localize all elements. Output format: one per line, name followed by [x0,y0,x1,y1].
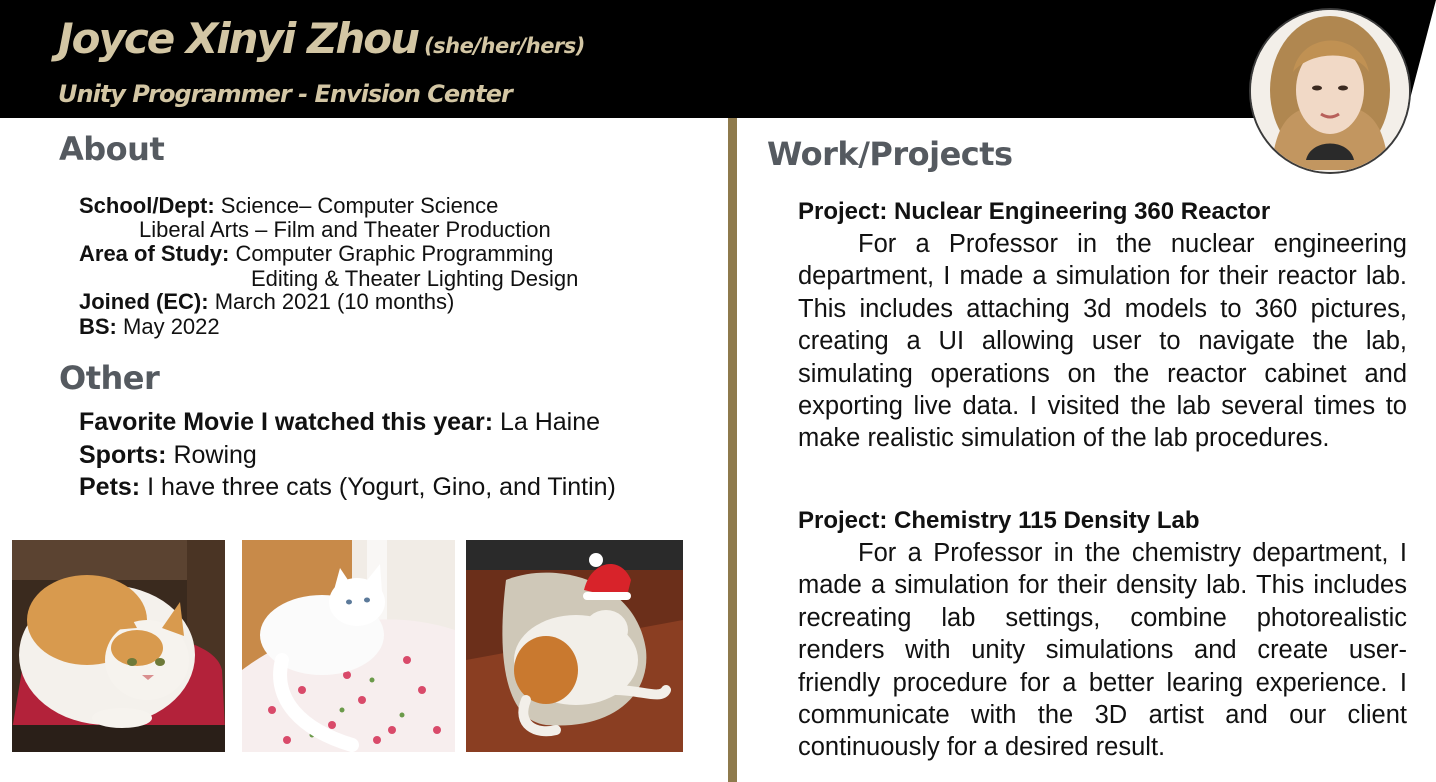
movie-label: Favorite Movie I watched this year: [79,408,494,436]
movie-row [79,406,600,438]
school-value-1: Science– Computer Science [220,193,499,218]
sports-value: Rowing [173,441,257,469]
bs-row [79,315,220,339]
job-role: Unity Programmer - Envision Center [58,80,512,108]
orange-white-cat-photo [12,540,225,752]
project-title-nuclear: Project: Nuclear Engineering 360 Reactor [798,198,1271,225]
movie-value: La Haine [499,408,601,436]
project-title-chemistry: Project: Chemistry 115 Density Lab [798,507,1200,534]
other-heading: Other [59,359,160,397]
work-heading: Work/Projects [767,135,1013,173]
column-divider [728,118,737,782]
sports-label: Sports: [79,441,167,469]
about-heading: About [59,130,165,168]
school-label: School/Dept: [79,193,215,218]
pets-row [79,471,616,503]
pets-value: I have three cats (Yogurt, Gino, and Tintin) [147,473,616,501]
school-value-2: Liberal Arts – Film and Theater Production [139,217,551,242]
cat-santa-hat-photo [466,540,683,752]
white-cat-photo [242,540,455,752]
person-name: Joyce Xinyi Zhou [58,14,419,63]
title-line [58,14,585,63]
header-band [0,0,1436,118]
project-description-chemistry: For a Professor in the chemistry department, I made a simulation for their density lab. This includes recreating lab settings, combine photorealistic renders with unity simulations and create user-friendly procedure for a better learing experience. I communicate with the 3D artist and our client continuously for a desired result. [798,539,1407,762]
pronouns: (she/her/hers) [424,34,585,58]
joined-row [79,290,454,314]
profile-photo [1249,8,1411,174]
bs-value: May 2022 [123,314,220,339]
area-row [79,242,553,266]
area-label: Area of Study: [79,241,230,266]
joined-value: March 2021 (10 months) [214,289,455,314]
joined-label: Joined (EC): [79,289,209,314]
pets-label: Pets: [79,473,141,501]
sports-row [79,439,257,471]
school-row [79,194,498,218]
area-value-2: Editing & Theater Lighting Design [251,266,579,291]
project-description-nuclear: For a Professor in the nuclear engineering department, I made a simulation for their reactor lab. This includes attaching 3d models to 360 pictures, creating a UI allowing user to navigate the lab, simulating operations on the reactor cabinet and exporting live data. I visited the lab several times to make realistic simulation of the lab procedures. [798,230,1407,453]
bs-label: BS: [79,314,117,339]
area-value-1: Computer Graphic Programming [235,241,554,266]
